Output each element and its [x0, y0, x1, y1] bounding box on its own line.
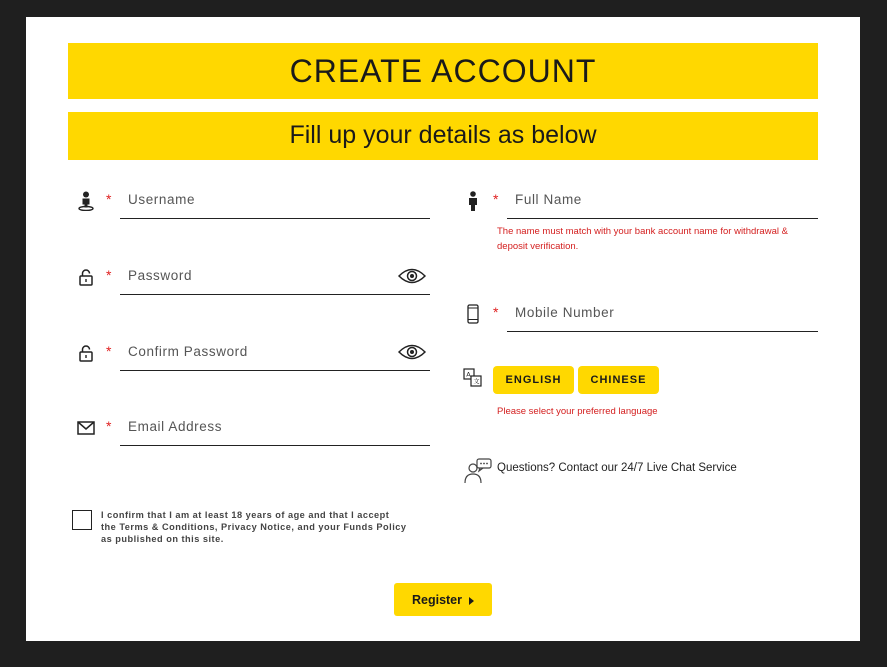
password-input[interactable]	[128, 263, 390, 287]
svg-text:A: A	[466, 370, 471, 379]
registration-panel	[26, 17, 860, 641]
password-underline	[120, 294, 430, 295]
register-label: Register	[411, 592, 463, 607]
email-input[interactable]	[128, 414, 390, 438]
email-underline	[120, 445, 430, 446]
age-consent-checkbox[interactable]	[72, 510, 92, 530]
mobile-underline	[507, 331, 818, 332]
password-field	[76, 255, 430, 295]
user-pin-icon	[76, 191, 96, 211]
eye-icon[interactable]	[398, 343, 426, 361]
full-name-input[interactable]	[515, 187, 778, 211]
envelope-icon	[76, 418, 96, 438]
language-note: Please select your preferred language	[497, 406, 658, 417]
required-marker: *	[106, 343, 112, 359]
padlock-icon	[76, 267, 96, 287]
username-underline	[120, 218, 430, 219]
language-chinese-button[interactable]: CHINESE	[578, 366, 659, 394]
consent-line3: as published on this site.	[101, 534, 224, 544]
required-marker: *	[493, 191, 499, 207]
eye-icon[interactable]	[398, 267, 426, 285]
required-marker: *	[106, 267, 112, 283]
email-field	[76, 406, 430, 446]
live-chat-link[interactable]: Questions? Contact our 24/7 Live Chat Service	[497, 462, 737, 474]
consent-line2: the Terms & Conditions, Privacy Notice, and your Funds Policy	[101, 522, 407, 532]
person-icon	[463, 191, 483, 211]
confirm-password-field	[76, 331, 430, 371]
play-arrow-icon	[469, 597, 474, 605]
translate-icon	[463, 368, 483, 388]
consent-line1: I confirm that I am at least 18 years of age and that I accept	[101, 510, 390, 520]
consent-text	[101, 509, 431, 545]
full-name-underline	[507, 218, 818, 219]
required-marker: *	[106, 418, 112, 434]
full-name-note	[497, 224, 788, 254]
username-field	[76, 179, 430, 219]
padlock-icon	[76, 343, 96, 363]
mobile-phone-icon	[463, 304, 483, 324]
full-name-field	[463, 179, 818, 219]
mobile-input[interactable]	[515, 300, 778, 324]
register-button[interactable]	[394, 583, 492, 616]
username-input[interactable]	[128, 187, 390, 211]
svg-text:文: 文	[473, 378, 480, 386]
confirm-password-underline	[120, 370, 430, 371]
full-name-note-line2: deposit verification.	[497, 241, 579, 252]
language-english-button[interactable]: ENGLISH	[493, 366, 574, 394]
page-subtitle: Fill up your details as below	[68, 112, 818, 160]
live-chat-icon[interactable]	[464, 458, 492, 484]
mobile-field	[463, 292, 818, 332]
required-marker: *	[493, 304, 499, 320]
page-title: CREATE ACCOUNT	[68, 43, 818, 99]
confirm-password-input[interactable]	[128, 339, 390, 363]
required-marker: *	[106, 191, 112, 207]
full-name-note-line1: The name must match with your bank account name for withdrawal &	[497, 226, 788, 237]
